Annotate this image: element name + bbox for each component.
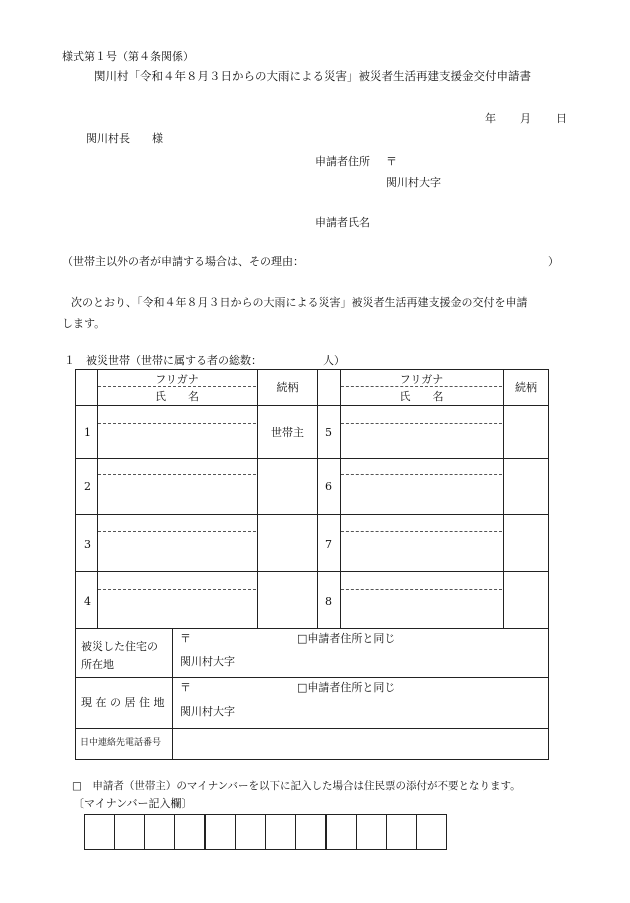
date-year: 年 <box>485 112 496 125</box>
mynumber-digit-field[interactable] <box>114 814 145 850</box>
reason-open: （世帯主以外の者が申請する場合は、その理由： <box>62 255 304 268</box>
member-6-name-field[interactable] <box>341 459 502 514</box>
header-name-left: 氏 名 <box>155 390 199 403</box>
current-address-postal: 〒 <box>180 681 191 694</box>
daytime-phone-field[interactable] <box>173 729 547 758</box>
mynumber-digit-field[interactable] <box>326 814 357 850</box>
mynumber-digit-field[interactable] <box>386 814 417 850</box>
damaged-home-address-field[interactable] <box>230 652 545 674</box>
reason-close: ） <box>548 255 559 268</box>
mynumber-digit-field[interactable] <box>84 814 115 850</box>
body-line-1: 次のとおり、「令和４年８月３日からの大雨による災害」被災者生活再建支援金の交付を申請 <box>71 296 528 309</box>
mynumber-digit-field[interactable] <box>144 814 175 850</box>
damaged-home-postal: 〒 <box>180 632 191 645</box>
header-name-right: 氏 名 <box>399 390 444 403</box>
damaged-home-label-1: 被災した住宅の <box>81 640 158 653</box>
current-address-village: 関川村大字 <box>180 705 235 718</box>
date-day: 日 <box>556 112 567 125</box>
header-relation-left: 続柄 <box>276 381 299 394</box>
member-7-name-field[interactable] <box>341 515 502 571</box>
section1-heading-unit: 人） <box>323 354 345 367</box>
header-furigana-right: フリガナ <box>399 373 444 386</box>
row-number: 6 <box>325 480 332 493</box>
damaged-home-same-checkbox[interactable]: □申請者住所と同じ <box>297 632 396 645</box>
daytime-phone-label: 日中連絡先電話番号 <box>80 738 162 748</box>
mynumber-digit-field[interactable] <box>205 814 236 850</box>
applicant-address-label: 申請者住所 <box>315 155 370 168</box>
mynumber-digit-field[interactable] <box>295 814 327 850</box>
mynumber-box-label: 〔マイナンバー記入欄〕 <box>73 797 193 810</box>
damaged-home-label-2: 所在地 <box>81 658 114 671</box>
member-8-name-field[interactable] <box>341 572 502 628</box>
row-number: 1 <box>84 426 91 439</box>
mynumber-digit-field[interactable] <box>265 814 296 850</box>
mynumber-digit-field[interactable] <box>235 814 266 850</box>
form-number: 様式第１号（第４条関係） <box>62 50 194 63</box>
row-number: 3 <box>84 538 91 551</box>
mynumber-note: □ 申請者（世帯主）のマイナンバーを以下に記入した場合は住民票の添付が不要となります。 <box>72 780 521 792</box>
header-relation-right: 続柄 <box>515 381 537 394</box>
row-number: 4 <box>84 595 91 608</box>
document-title: 関川村「令和４年８月３日からの大雨による災害」被災者生活再建支援金交付申請書 <box>94 69 531 83</box>
member-2-name-field[interactable] <box>98 459 256 514</box>
mynumber-digit-field[interactable] <box>174 814 206 850</box>
member-1-name-field[interactable] <box>98 406 256 458</box>
header-furigana-left: フリガナ <box>155 373 199 386</box>
current-address-label: 現 在 の 居 住 地 <box>81 696 165 709</box>
member-4-name-field[interactable] <box>98 572 256 628</box>
mynumber-digit-field[interactable] <box>356 814 387 850</box>
addressee: 関川村長 様 <box>86 132 163 145</box>
row-number: 8 <box>325 595 332 608</box>
section1-heading: １ 被災世帯（世帯に属する者の総数： <box>64 354 262 367</box>
applicant-name-label: 申請者氏名 <box>315 216 370 229</box>
current-address-same-checkbox[interactable]: □申請者住所と同じ <box>297 681 396 694</box>
row-number: 2 <box>84 480 91 493</box>
body-line-2: します。 <box>62 317 106 330</box>
member-5-name-field[interactable] <box>341 406 502 458</box>
postal-mark: 〒 <box>386 155 397 168</box>
date-month: 月 <box>520 112 531 125</box>
applicant-village: 関川村大字 <box>386 176 441 189</box>
current-address-field[interactable] <box>230 702 545 726</box>
row-number: 7 <box>325 538 332 551</box>
row-number: 5 <box>325 426 332 439</box>
member-3-name-field[interactable] <box>98 515 256 571</box>
damaged-home-village: 関川村大字 <box>180 655 235 668</box>
head-of-household: 世帯主 <box>271 426 304 439</box>
mynumber-digit-field[interactable] <box>416 814 447 850</box>
